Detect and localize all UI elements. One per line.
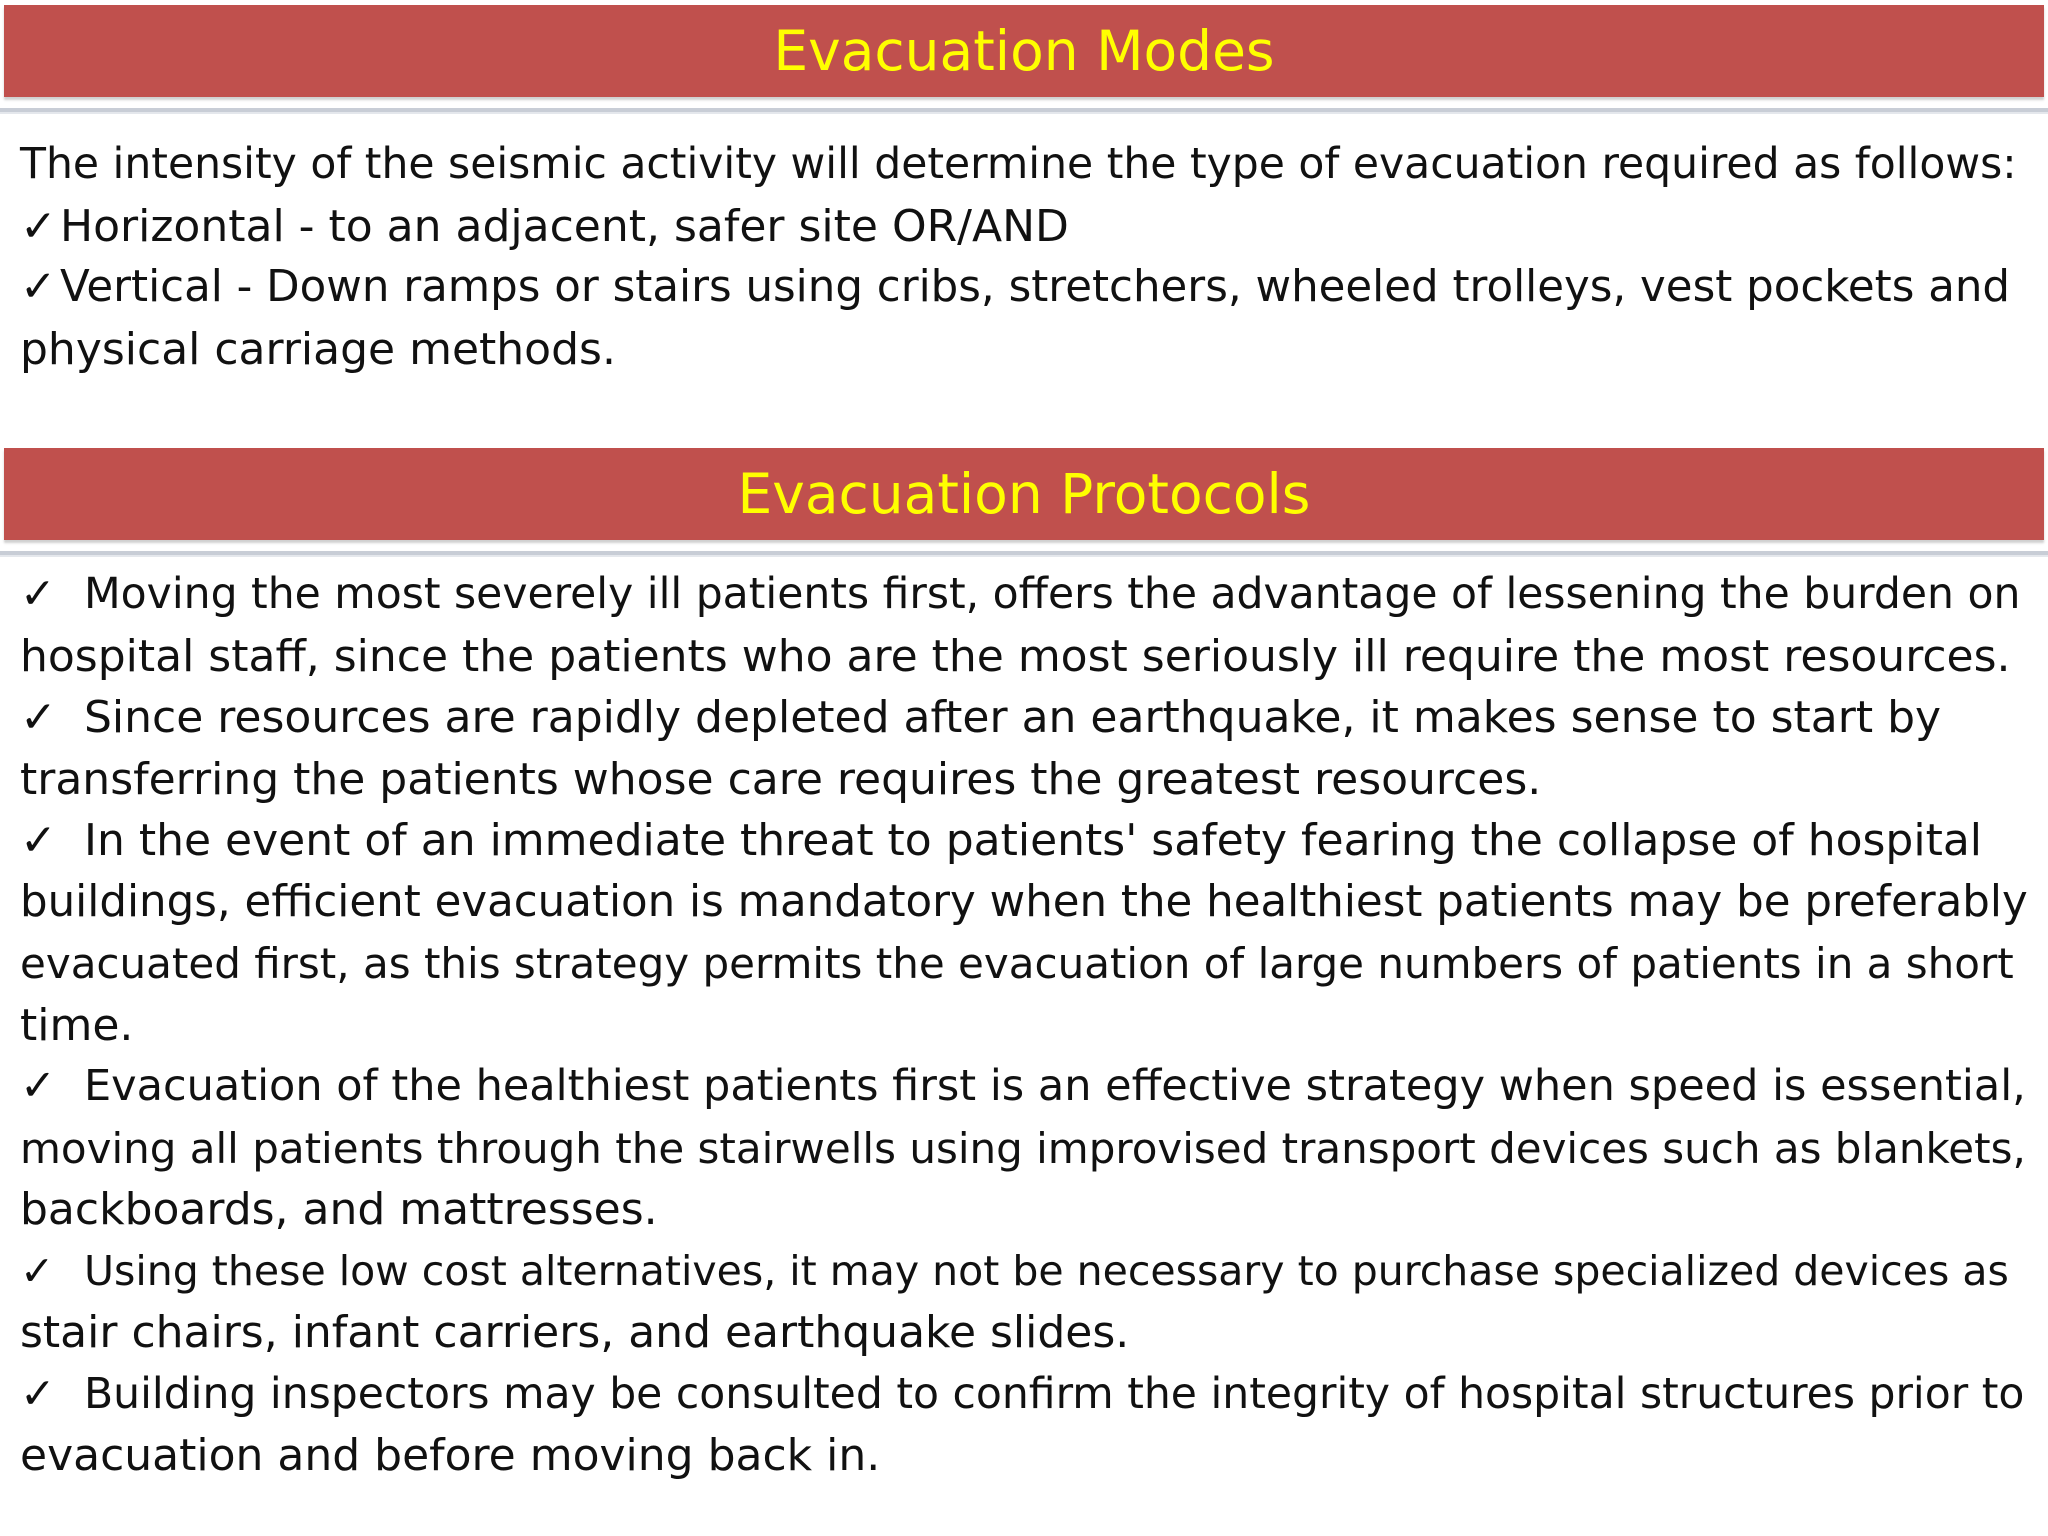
checkmark-icon: ✓ bbox=[20, 200, 57, 252]
protocol-item-continuation: transferring the patients whose care requires the greatest resources. bbox=[20, 753, 1542, 805]
evacuation-protocols-header bbox=[4, 448, 2044, 540]
modes-intro: The intensity of the seismic activity will determine the type of evacuation required as follows: bbox=[20, 140, 2017, 189]
protocol-item-continuation: backboards, and mattresses. bbox=[20, 1184, 658, 1235]
checkmark-icon: ✓ bbox=[20, 1246, 55, 1295]
protocol-item-text: Evacuation of the healthiest patients first is an effective strategy when speed is essential, bbox=[84, 1061, 2026, 1111]
protocol-item-continuation: buildings, efficient evacuation is mandatory when the healthiest patients may be preferably bbox=[20, 876, 2028, 927]
protocol-item-continuation: stair chairs, infant carriers, and earthquake slides. bbox=[20, 1307, 1130, 1358]
protocol-item bbox=[20, 1364, 2030, 1426]
protocol-item-continuation: evacuated first, as this strategy permits the evacuation of large numbers of patients in a short bbox=[20, 939, 2014, 988]
protocol-item-text: Moving the most severely ill patients first, offers the advantage of lessening the burden on bbox=[84, 570, 2021, 619]
divider bbox=[0, 108, 2048, 114]
protocol-item bbox=[20, 810, 2030, 872]
evacuation-protocols-body bbox=[20, 564, 2030, 1487]
checkmark-icon: ✓ bbox=[20, 692, 57, 743]
modes-item-continuation: physical carriage methods. bbox=[20, 323, 616, 375]
protocol-item-continuation: moving all patients through the stairwells using improvised transport devices such as blankets, bbox=[20, 1123, 2026, 1173]
protocol-item-text: Since resources are rapidly depleted after an earthquake, it makes sense to start by bbox=[84, 692, 1942, 743]
evacuation-modes-body bbox=[20, 134, 2030, 380]
modes-item-vertical bbox=[20, 257, 2030, 319]
protocol-item-text: Building inspectors may be consulted to confirm the integrity of hospital structures prior to bbox=[84, 1369, 2025, 1419]
checkmark-icon: ✓ bbox=[20, 815, 57, 866]
checkmark-icon: ✓ bbox=[20, 1061, 57, 1111]
evacuation-modes-title: Evacuation Modes bbox=[773, 19, 1275, 83]
checkmark-icon: ✓ bbox=[20, 570, 56, 619]
checkmark-icon: ✓ bbox=[20, 1369, 56, 1419]
modes-item-text: Vertical - Down ramps or stairs using cribs, stretchers, wheeled trolleys, vest pockets and bbox=[60, 262, 2011, 312]
protocol-item-text: Using these low cost alternatives, it may not be necessary to purchase specialized devices as bbox=[84, 1246, 2009, 1295]
evacuation-protocols-title: Evacuation Protocols bbox=[737, 462, 1311, 526]
evacuation-modes-header bbox=[4, 5, 2044, 97]
protocol-item bbox=[20, 687, 2030, 749]
modes-item-text: Horizontal - to an adjacent, safer site OR/AND bbox=[60, 200, 1069, 252]
divider bbox=[0, 551, 2048, 557]
protocol-item-continuation: hospital staff, since the patients who are the most seriously ill require the most resources. bbox=[20, 630, 2011, 682]
protocol-item bbox=[20, 564, 2030, 626]
protocol-item-continuation: time. bbox=[20, 999, 134, 1051]
protocol-item-text: In the event of an immediate threat to patients' safety fearing the collapse of hospital bbox=[84, 815, 1983, 866]
modes-item-horizontal bbox=[20, 196, 2030, 258]
checkmark-icon: ✓ bbox=[20, 262, 57, 312]
protocol-item bbox=[20, 1056, 2030, 1118]
protocol-item bbox=[20, 1241, 2030, 1303]
protocol-item-continuation: evacuation and before moving back in. bbox=[20, 1430, 881, 1481]
